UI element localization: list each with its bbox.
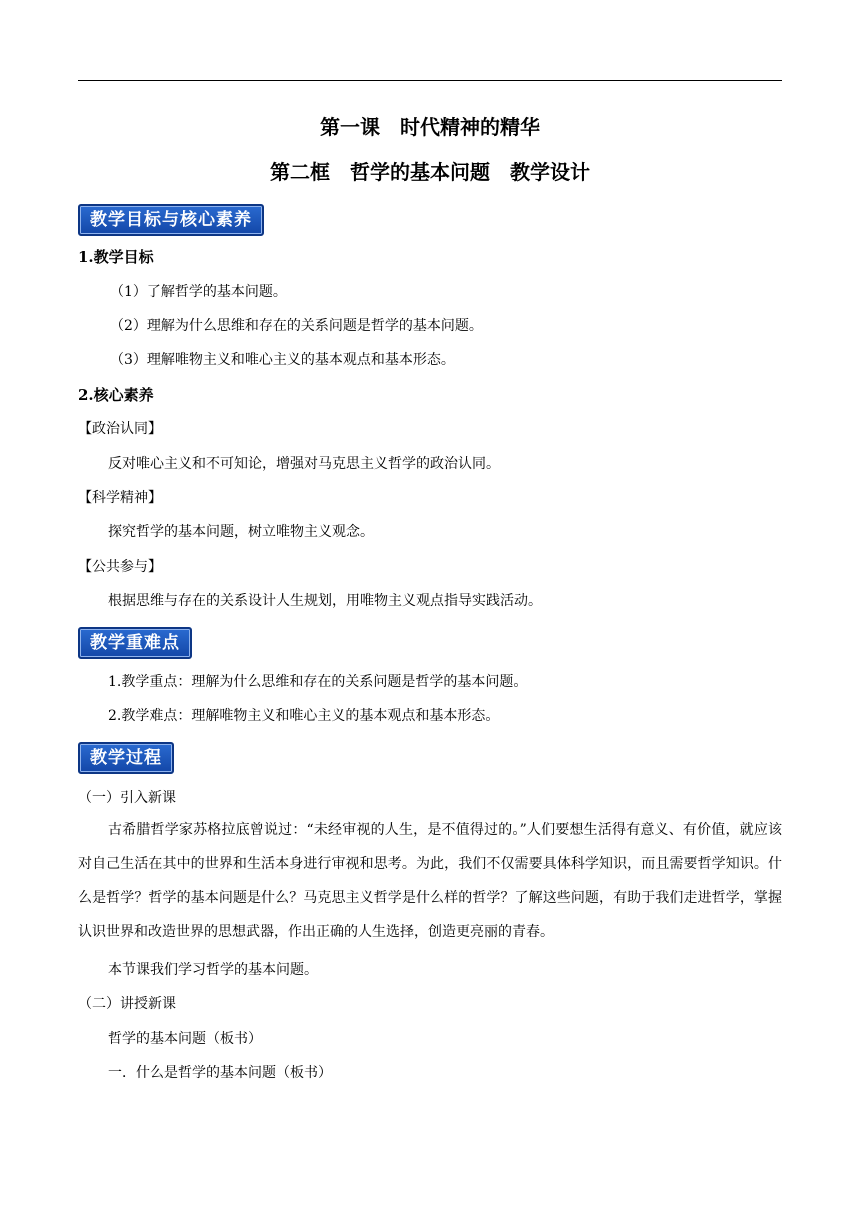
literacy-text: 根据思维与存在的关系设计人生规划，用唯物主义观点指导实践活动。: [108, 593, 542, 609]
goals-heading: 1.教学目标: [78, 248, 154, 266]
lesson-subtitle: 第二框 哲学的基本问题 教学设计: [270, 160, 590, 184]
difficult-point-item: 2.教学难点：理解唯物主义和唯心主义的基本观点和基本形态。: [108, 708, 500, 724]
literacy-label: 【公共参与】: [78, 559, 162, 575]
literacy-text: 探究哲学的基本问题，树立唯物主义观念。: [108, 524, 374, 540]
lecture-topic: 哲学的基本问题（板书）: [108, 1031, 262, 1047]
lesson-title: 第一课 时代精神的精华: [320, 115, 540, 139]
literacy-label: 【科学精神】: [78, 490, 162, 506]
section-badge-objectives: 教学目标与核心素养: [78, 204, 264, 236]
intro-closing: 本节课我们学习哲学的基本问题。: [108, 962, 318, 978]
header-rule: [78, 80, 782, 81]
key-point-item: 1.教学重点：理解为什么思维和存在的关系问题是哲学的基本问题。: [108, 674, 528, 690]
goal-item: （1）了解哲学的基本问题。: [110, 284, 287, 300]
goal-item: （2）理解为什么思维和存在的关系问题是哲学的基本问题。: [110, 318, 483, 334]
intro-paragraph: 古希腊哲学家苏格拉底曾说过：“未经审视的人生，是不值得过的。”人们要想生活得有意义、有价值，就应该对自己生活在其中的世界和生活本身进行审视和思考。为此，我们不仅需要具体科学知识，而且需要哲学知识。什么是哲学？哲学的基本问题是什么？马克思主义哲学是什么样的哲学？了解这些问题，有助于我们走进哲学，掌握认识世界和改造世界的思想武器，作出正确的人生选择，创造更亮丽的青春。: [78, 822, 782, 940]
literacy-label: 【政治认同】: [78, 421, 162, 437]
goal-item: （3）理解唯物主义和唯心主义的基本观点和基本形态。: [110, 352, 455, 368]
literacy-text: 反对唯心主义和不可知论，增强对马克思主义哲学的政治认同。: [108, 456, 500, 472]
section-badge-key-points: 教学重难点: [78, 627, 192, 659]
lecture-subtopic: 一．什么是哲学的基本问题（板书）: [108, 1065, 332, 1081]
literacy-heading: 2.核心素养: [78, 386, 154, 404]
lecture-heading: （二）讲授新课: [78, 996, 176, 1012]
section-badge-process: 教学过程: [78, 742, 174, 774]
intro-heading: （一）引入新课: [78, 790, 176, 806]
